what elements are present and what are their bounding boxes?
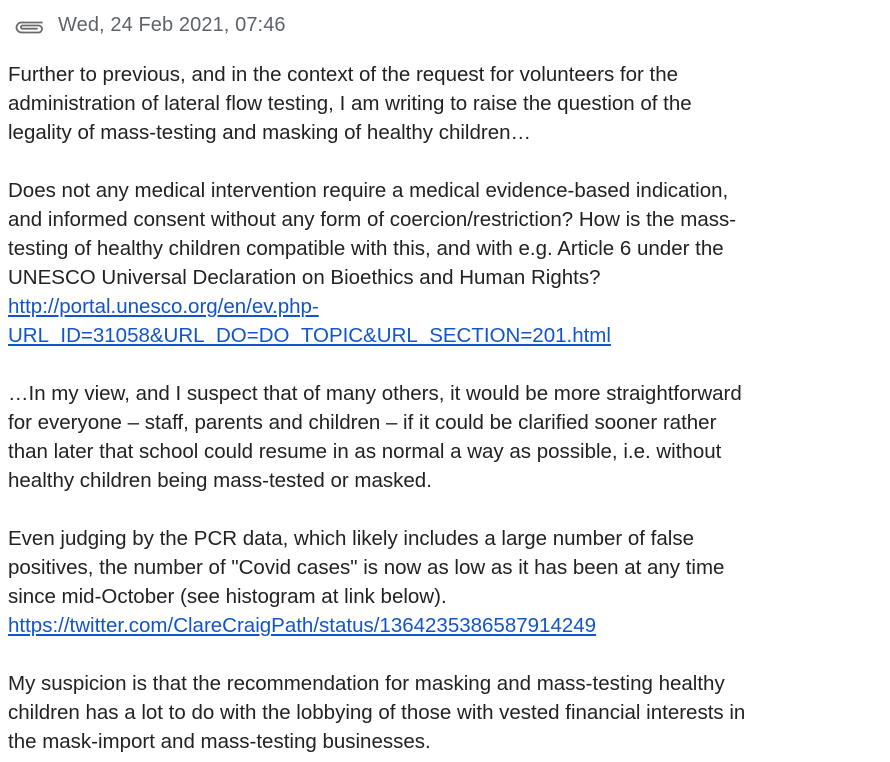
- text-line: My suspicion is that the recommendation for masking and mass-testing healthy: [8, 672, 725, 695]
- text-line: Even judging by the PCR data, which likely includes a large number of false: [8, 527, 694, 550]
- paragraph-2: [8, 176, 883, 350]
- paragraph-3: [8, 379, 883, 495]
- paperclip-icon[interactable]: [12, 16, 46, 34]
- unesco-link-line-1[interactable]: http://portal.unesco.org/en/ev.php-: [8, 295, 319, 318]
- text-line: children has a lot to do with the lobbying of those with vested financial interests in: [8, 701, 746, 724]
- unesco-link-line-2[interactable]: URL_ID=31058&URL_DO=DO_TOPIC&URL_SECTION=201.html: [8, 324, 611, 347]
- paragraph-5: [8, 669, 883, 756]
- message-date: Wed, 24 Feb 2021, 07:46: [58, 13, 286, 36]
- paragraph-1: [8, 60, 883, 147]
- paragraph-4: [8, 524, 883, 640]
- text-line: and informed consent without any form of coercion/restriction? How is the mass-: [8, 208, 737, 231]
- text-line: UNESCO Universal Declaration on Bioethics and Human Rights?: [8, 266, 601, 289]
- message-body: [8, 60, 883, 756]
- text-line: Does not any medical intervention require a medical evidence-based indication,: [8, 179, 729, 202]
- text-line: for everyone – staff, parents and children – if it could be clarified sooner rather: [8, 411, 717, 434]
- text-line: healthy children being mass-tested or masked.: [8, 469, 432, 492]
- text-line: positives, the number of "Covid cases" is now as low as it has been at any time: [8, 556, 725, 579]
- twitter-link[interactable]: https://twitter.com/ClareCraigPath/status/1364235386587914249: [8, 614, 597, 637]
- text-line: testing of healthy children compatible with this, and with e.g. Article 6 under the: [8, 237, 724, 260]
- text-line: …In my view, and I suspect that of many others, it would be more straightforward: [8, 382, 742, 405]
- text-line: legality of mass-testing and masking of healthy children…: [8, 121, 532, 144]
- text-line: Further to previous, and in the context of the request for volunteers for the: [8, 63, 679, 86]
- text-line: the mask-import and mass-testing businesses.: [8, 730, 431, 753]
- text-line: since mid-October (see histogram at link below).: [8, 585, 447, 608]
- email-header: [12, 8, 286, 42]
- text-line: administration of lateral flow testing, I am writing to raise the question of the: [8, 92, 692, 115]
- text-line: than later that school could resume in as normal a way as possible, i.e. without: [8, 440, 722, 463]
